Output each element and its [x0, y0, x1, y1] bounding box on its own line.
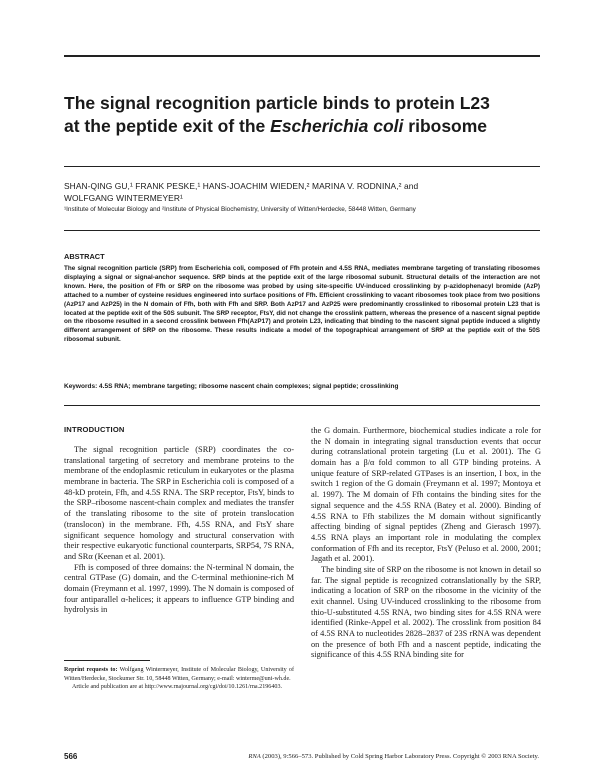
footnote [64, 666, 294, 692]
introduction-heading: INTRODUCTION [64, 425, 125, 434]
intro-paragraph-2: Ffh is composed of three domains: the N-terminal N domain, the central GTPase (G) domain, and the C-terminal methionine-rich M domain (Freymann et al. 1997, 1999). The N domain is composed of four antiparallel α-helices; it appears to influence GTP binding and hydrolysis in [64, 562, 294, 615]
author-line-2: WOLFGANG WINTERMEYER¹ [64, 192, 183, 203]
abstract-body: The signal recognition particle (SRP) from Escherichia coli, composed of Ffh protein and 4.5S RNA, mediates membrane targeting of translating ribosomes displaying a signal or signal-anchor sequence. SRP binds at the peptide exit of the large ribosomal subunit. Structural details of the interaction are not known. Here, the position of Ffh or SRP on the ribosome was probed by using site-specific UV-induced crosslinking by p-azidophenacyl bromide (AzP) attached to a number of cysteine residues engineered into surface positions of Ffh. Efficient crosslinking to vacant ribosomes took place from two positions (AzP17 and AzP25) in the N domain of Ffh, both with Ffh and SRP. Both AzP17 and AzP25 were predominantly crosslinked to ribosomal protein L23 that is located at the peptide exit of the 50S subunit. The SRP receptor, FtsY, did not change the crosslink pattern, whereas the presence of a nascent signal peptide on the ribosome resulted in a second crosslink between Ffh(AzP17) and protein L23, indicating that binding to the nascent signal peptide induced a slightly different arrangement of SRP on the ribosome. These results indicate a model of the topographical arrangement of SRP at the peptide exit of the 50S ribosomal subunit. [64, 265, 540, 344]
citation-text: (2003), 9:566–573. Published by Cold Spring Harbor Laboratory Press. Copyright © 2003 RNA Society. [260, 753, 539, 760]
footnote-label: Reprint requests to: [64, 667, 118, 673]
title-species-italic: Escherichia coli [270, 116, 404, 136]
intro-paragraph-4: The binding site of SRP on the ribosome is not known in detail so far. The signal peptide is recognized cotranslationally by the SRP, indicating a location of SRP on the ribosome in the vicinity of the exit channel. Using UV-induced crosslinking to the ribosome from thio-U-substituted 4.5S RNA, two binding sites for 4.5S RNA were identified (Rinke-Appel et al. 2002). The crosslink from position 84 of 4.5S RNA to nucleotides 2828–2837 of 23S rRNA was dependent on the presence of both Ffh and a nascent peptide, indicating the significance of this 4.5S RNA binding site for [311, 564, 541, 660]
footnote-doi: Article and publication are at http://www.rnajournal.org/cgi/doi/10.1261/rna.2196403. [72, 684, 283, 691]
title-line-1: The signal recognition particle binds to protein L23 [64, 93, 490, 113]
right-column [311, 426, 541, 661]
running-footer [248, 753, 539, 760]
article-title [64, 92, 540, 138]
title-rule [64, 166, 540, 167]
top-rule [64, 55, 540, 57]
intro-paragraph-3: the G domain. Furthermore, biochemical studies indicate a role for the N domain in integrating signal transduction events that occur during cotranslational protein targeting (Lu et al. 2001). The G domain has a β/α fold common to all GTP binding proteins. A unique feature of SRP-related GTPases is an insertion, I box, in the switch 1 region of the G domain (Freymann et al. 1997; Montoya et al. 1997). The M domain of Ffh contains the binding sites for the signal sequence and the 4.5S RNA (Batey et al. 2000). Binding of 4.5S RNA to Ffh stabilizes the M domain without significantly affecting binding of signal peptides (Zheng and Gierasch 1997). 4.5S RNA plays an important role in modulating the complex conformation of Ffh and its receptor, FtsY (Peluso et al. 2000, 2001; Jagath et al. 2001). [311, 426, 541, 564]
footnote-text: Wolfgang Wintermeyer, Institute of Molecular Biology, University of Witten/Herdecke, Stockumer Str. 10, 58448 Witten, Germany; e-mail: winterme@uni-wh.de. [64, 667, 294, 682]
page-number: 566 [64, 752, 78, 761]
left-column [64, 425, 294, 616]
journal-name: RNA [248, 753, 261, 760]
abstract-heading: ABSTRACT [64, 252, 105, 261]
title-line-2-prefix: at the peptide exit of the [64, 116, 271, 136]
keywords: Keywords: 4.5S RNA; membrane targeting; ribosome nascent chain complexes; signal peptide; crosslinking [64, 383, 399, 390]
abstract-bottom-rule [64, 405, 540, 406]
intro-paragraph-1: The signal recognition particle (SRP) coordinates the co-translational targeting of secretory and membrane proteins to the membrane of the endoplasmic reticulum in eukaryotes or the plasma membrane in bacteria. The SRP in Escherichia coli is composed of a 48-kD protein, Ffh, and 4.5S RNA. The SRP receptor, FtsY, binds to the SRP–ribosome nascent-chain complex and mediates the transfer of the translating ribosome to the site of protein translocation (translocon) in the membrane. Ffh, 4.5S RNA, and FtsY share significant sequence homology and structural conservation with their respective eukaryotic functional counterparts, SRP54, 7S RNA, and SRα (Keenan et al. 2001). [64, 445, 294, 561]
title-line-2-suffix: ribosome [403, 116, 488, 136]
abstract-top-rule [64, 230, 540, 231]
author-line-1: SHAN-QING GU,¹ FRANK PESKE,¹ HANS-JOACHIM WIEDEN,² MARINA V. RODNINA,² and [64, 181, 419, 191]
affiliations: ¹Institute of Molecular Biology and ²Institute of Physical Biochemistry, University of Witten/Herdecke, 58448 Witten, Germany [64, 206, 416, 213]
author-list [64, 181, 540, 204]
footnote-rule [64, 660, 150, 661]
